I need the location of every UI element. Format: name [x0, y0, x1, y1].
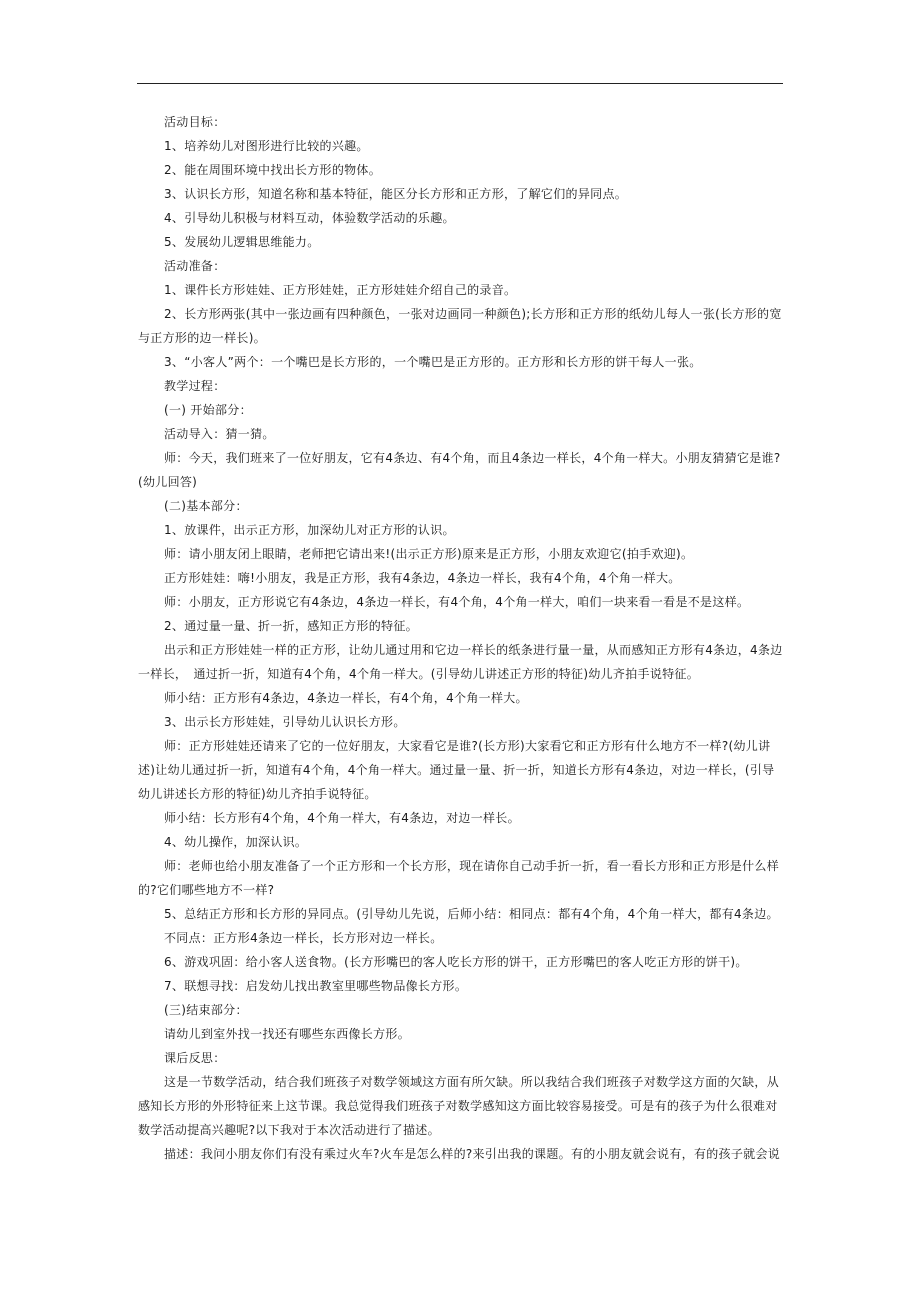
- paragraph: 2、能在周围环境中找出长方形的物体。: [164, 163, 382, 177]
- paragraph: 活动导入：猜一猜。: [164, 427, 275, 441]
- paragraph: 师小结：正方形有4条边，4条边一样长，有4个角，4个角一样大。: [164, 691, 528, 705]
- paragraph: 活动目标：: [164, 115, 226, 129]
- paragraph: 3、出示长方形娃娃，引导幼儿认识长方形。: [164, 715, 406, 729]
- paragraph: 描述：我问小朋友你们有没有乘过火车?火车是怎么样的?来引出我的课题。有的小朋友就会说有，有的孩子就会说: [164, 1147, 781, 1161]
- paragraph: 请幼儿到室外找一找还有哪些东西像长方形。: [164, 1027, 411, 1041]
- paragraph: 活动准备：: [164, 259, 226, 273]
- header-rule: [137, 83, 783, 84]
- document-body: [138, 110, 784, 1166]
- paragraph: 2、通过量一量、折一折，感知正方形的特征。: [164, 619, 418, 633]
- paragraph: 师：老师也给小朋友准备了一个正方形和一个长方形，现在请你自己动手折一折，看一看长方形和正方形是什么样的?它们哪些地方不一样?: [138, 859, 780, 897]
- paragraph: 1、培养幼儿对图形进行比较的兴趣。: [164, 139, 369, 153]
- paragraph: 7、联想寻找：启发幼儿找出教室里哪些物品像长方形。: [164, 979, 468, 993]
- paragraph: 1、课件长方形娃娃、正方形娃娃，正方形娃娃介绍自己的录音。: [164, 283, 517, 297]
- paragraph: 5、发展幼儿逻辑思维能力。: [164, 235, 320, 249]
- paragraph: (一) 开始部分：: [164, 403, 252, 417]
- paragraph: 师：请小朋友闭上眼睛，老师把它请出来!(出示正方形)原来是正方形，小朋友欢迎它(拍手欢迎)。: [164, 547, 694, 561]
- paragraph: 正方形娃娃：嗨!小朋友，我是正方形，我有4条边，4条边一样长，我有4个角，4个角一样大。: [164, 571, 681, 585]
- paragraph: 这是一节数学活动，结合我们班孩子对数学领域这方面有所欠缺。所以我结合我们班孩子对数学这方面的欠缺，从感知长方形的外形特征来上这节课。我总觉得我们班孩子对数学感知这方面比较容易接受。可是有的孩子为什么很难对数学活动提高兴趣呢?以下我对于本次活动进行了描述。: [138, 1075, 780, 1137]
- paragraph: 4、引导幼儿积极与材料互动，体验数学活动的乐趣。: [164, 211, 455, 225]
- paragraph: (三)结束部分：: [164, 1003, 248, 1017]
- paragraph: 6、游戏巩固：给小客人送食物。(长方形嘴巴的客人吃长方形的饼干，正方形嘴巴的客人吃正方形的饼干)。: [164, 955, 748, 969]
- paragraph: 1、放课件，出示正方形，加深幼儿对正方形的认识。: [164, 523, 455, 537]
- paragraph: 不同点：正方形4条边一样长，长方形对边一样长。: [164, 931, 443, 945]
- paragraph: 出示和正方形娃娃一样的正方形，让幼儿通过用和它边一样长的纸条进行量一量，从而感知正方形有4条边，4条边一样长， 通过折一折，知道有4个角，4个角一样大。(引导幼儿讲述正方形的特征)幼儿齐拍手说特征。: [138, 643, 783, 681]
- paragraph: 5、总结正方形和长方形的异同点。(引导幼儿先说，后师小结：相同点：都有4个角，4个角一样大，都有4条边。: [164, 907, 779, 921]
- paragraph: 教学过程：: [164, 379, 226, 393]
- paragraph: 师：正方形娃娃还请来了它的一位好朋友，大家看它是谁?(长方形)大家看它和正方形有什么地方不一样?(幼儿讲述)让幼儿通过折一折，知道有4个角，4个角一样大。通过量一量、折一折，知道长方形有4条边，对边一样长，(引导幼儿讲述长方形的特征)幼儿齐拍手说特征。: [138, 739, 775, 801]
- paragraph: 师：小朋友，正方形说它有4条边，4条边一样长，有4个角，4个角一样大，咱们一块来看一看是不是这样。: [164, 595, 750, 609]
- paragraph: 3、“小客人”两个：一个嘴巴是长方形的，一个嘴巴是正方形的。正方形和长方形的饼干每人一张。: [164, 355, 702, 369]
- paragraph: (二)基本部分：: [164, 499, 248, 513]
- paragraph: 3、认识长方形，知道名称和基本特征，能区分长方形和正方形，了解它们的异同点。: [164, 187, 628, 201]
- paragraph: 课后反思：: [164, 1051, 226, 1065]
- paragraph: 4、幼儿操作，加深认识。: [164, 835, 308, 849]
- paragraph: 2、长方形两张(其中一张边画有四种颜色，一张对边画同一种颜色);长方形和正方形的纸幼儿每人一张(长方形的宽与正方形的边一样长)。: [138, 307, 782, 345]
- paragraph: 师小结：长方形有4个角，4个角一样大，有4条边，对边一样长。: [164, 811, 520, 825]
- paragraph: 师：今天，我们班来了一位好朋友，它有4条边、有4个角，而且4条边一样长，4个角一样大。小朋友猜猜它是谁?(幼儿回答): [138, 451, 781, 489]
